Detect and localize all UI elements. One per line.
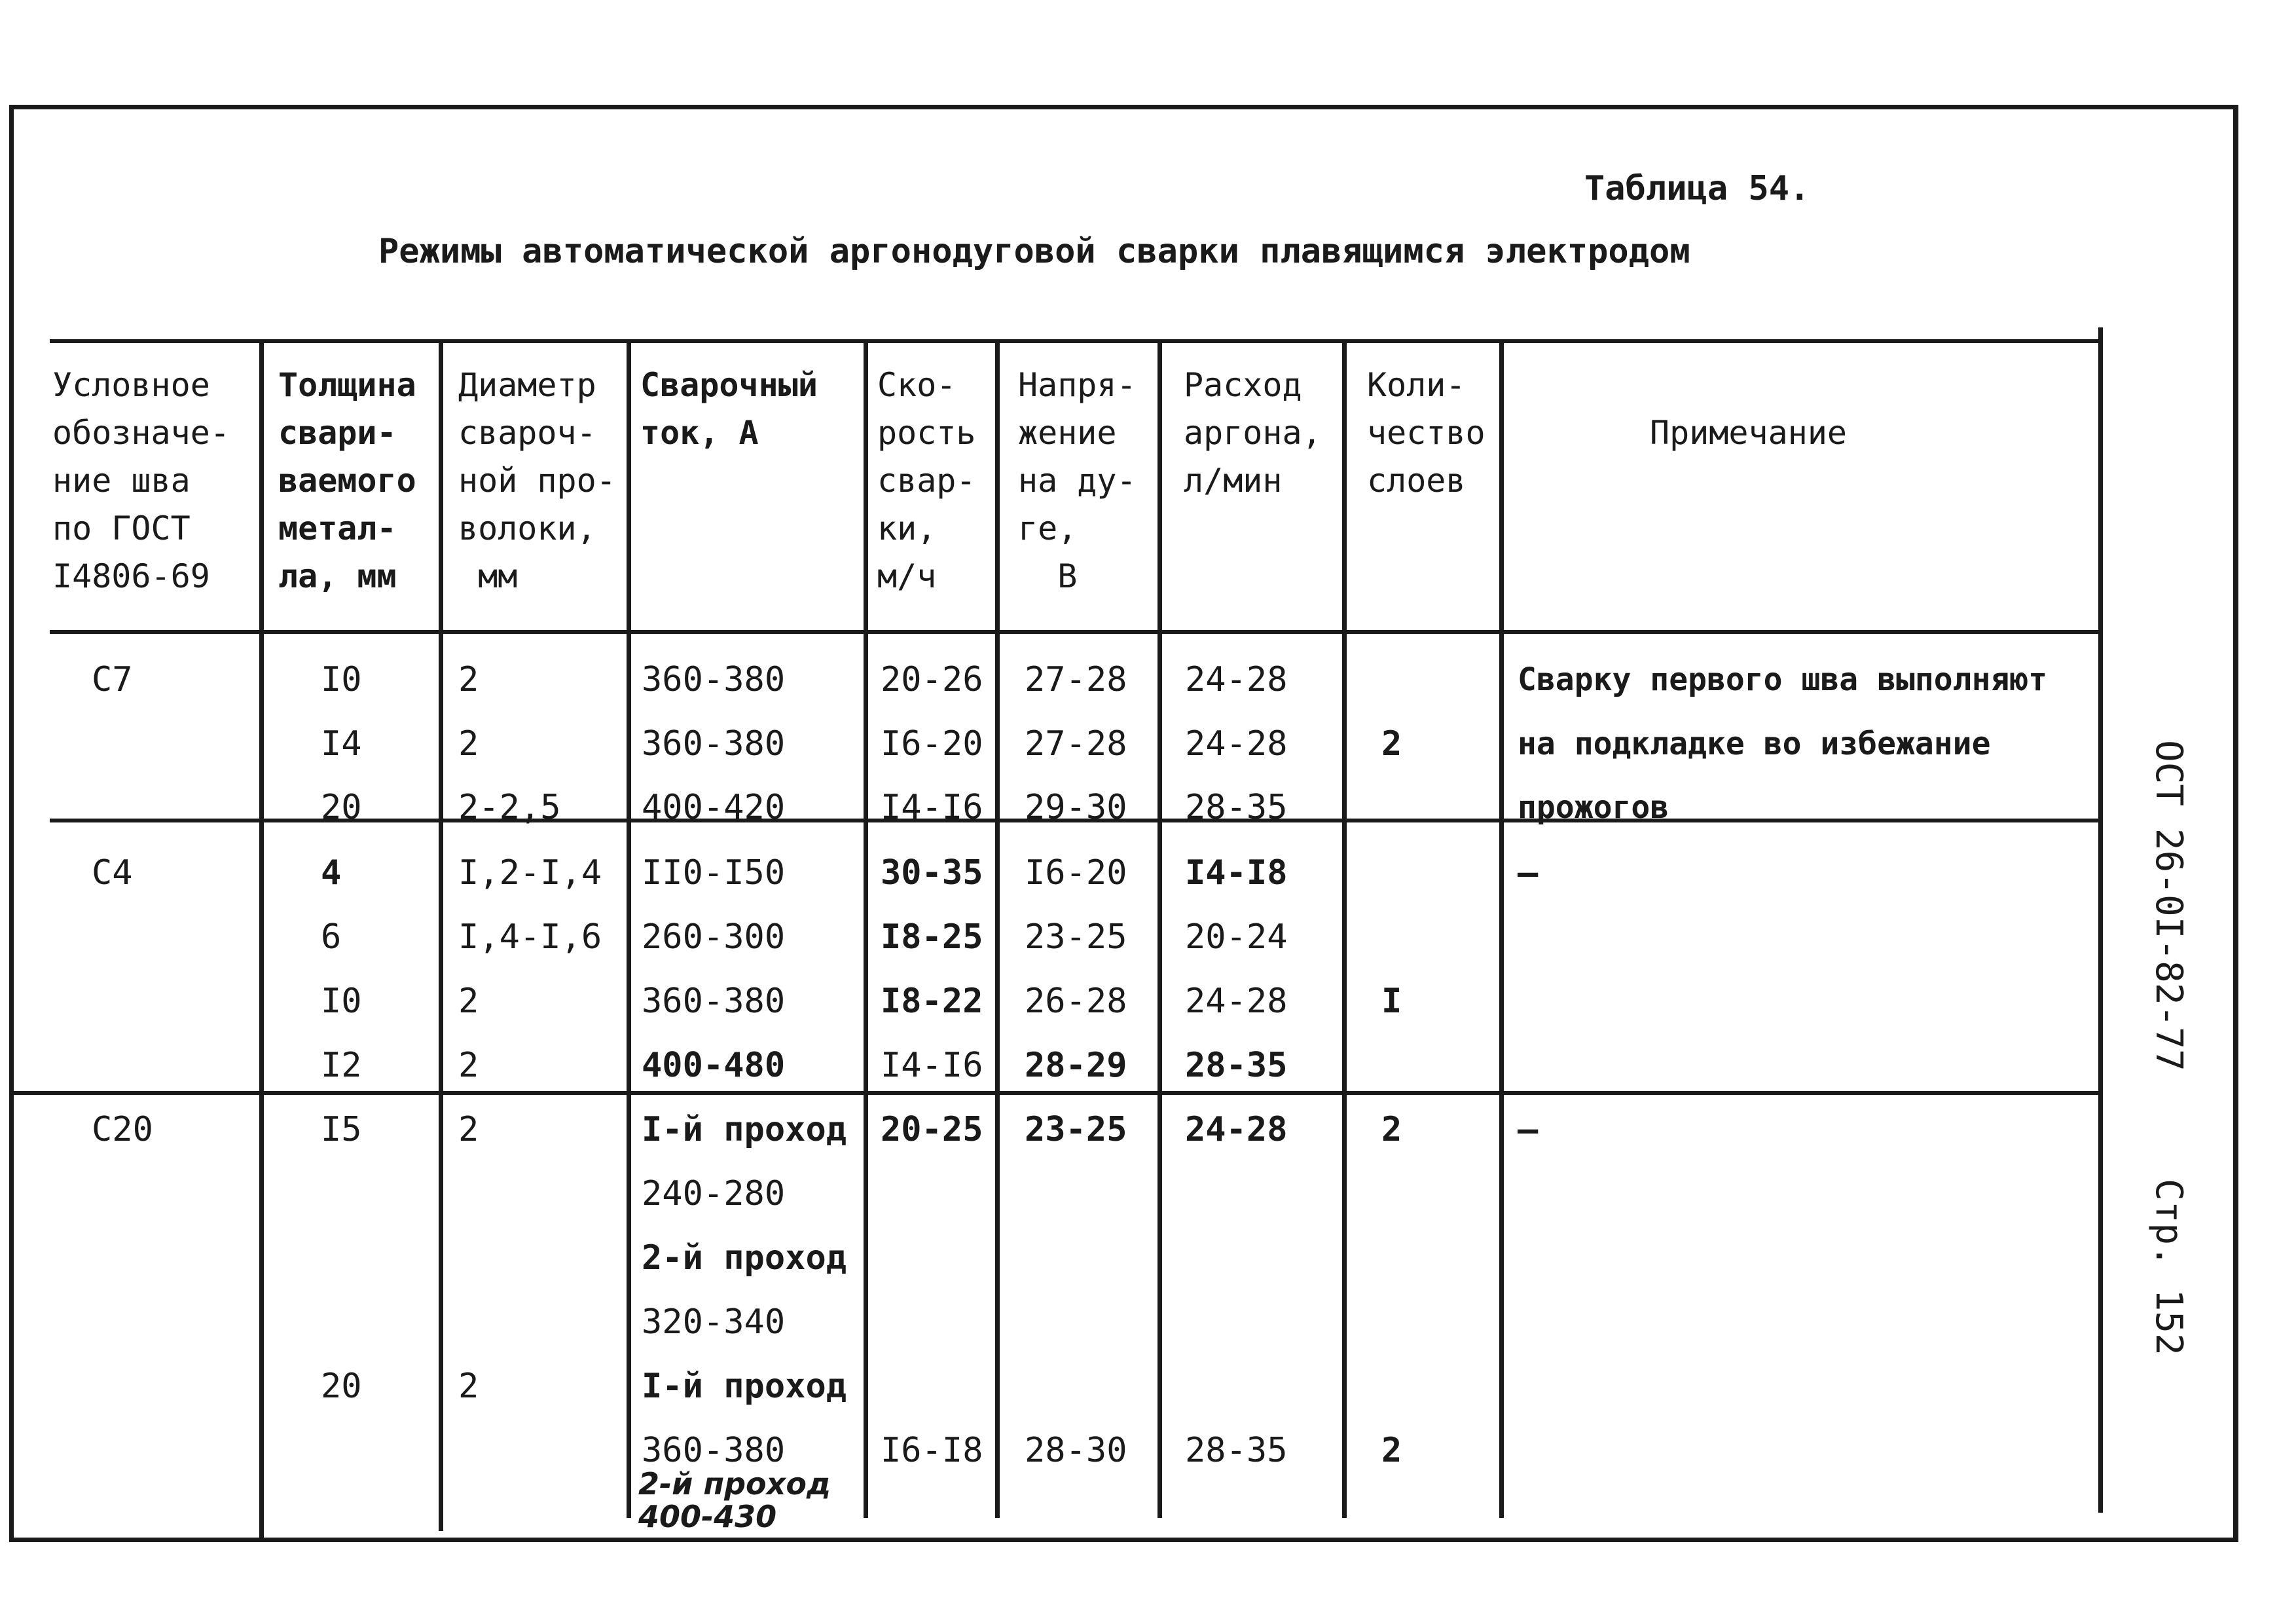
current-label: I-й проход [642, 1110, 847, 1149]
table-number: Таблица 54. [1584, 169, 1810, 208]
thickness-cell: 20 [321, 1367, 362, 1406]
col-rule-3 [627, 339, 631, 1518]
voltage-cell: 29-30 [1025, 788, 1127, 827]
seam-code: С4 [92, 853, 133, 893]
col-rule-5 [995, 339, 1000, 1518]
diameter-cell: I,2-I,4 [458, 853, 602, 893]
voltage-cell: 28-29 [1025, 1046, 1127, 1085]
thickness-cell: I0 [321, 982, 362, 1021]
table-title: Режимы автоматической аргонодуговой сварки плавящимся электродом [378, 232, 1690, 271]
speed-cell: I4-I6 [881, 1046, 983, 1085]
seam-code: С20 [92, 1110, 153, 1149]
current-label: I-й проход [642, 1367, 847, 1406]
header-voltage: Напря- жение на ду- ге, В [1018, 366, 1137, 595]
col-rule-4 [864, 339, 868, 1518]
current-cell: 360-380 [642, 1431, 786, 1470]
handwritten-pass-label: 2-й проход [638, 1466, 831, 1502]
note-line: на подкладке во избежание [1518, 726, 1991, 762]
thickness-cell: I2 [321, 1046, 362, 1085]
header-argon: Расход аргона, л/мин [1184, 366, 1322, 500]
diameter-cell: 2 [458, 724, 479, 764]
header-note: Примечание [1650, 414, 1848, 452]
argon-cell: 24-28 [1185, 660, 1288, 699]
header-bottom-rule [50, 630, 2103, 634]
voltage-cell: 23-25 [1025, 917, 1127, 957]
current-cell: II0-I50 [642, 853, 786, 893]
handwritten-pass-value: 400-430 [638, 1499, 777, 1534]
col-rule-right [2098, 327, 2103, 1513]
note-line: прожогов [1518, 789, 1669, 826]
header-thickness: Толщина свари- ваемого метал- ла, мм [278, 366, 416, 595]
argon-cell: I4-I8 [1185, 853, 1288, 893]
speed-cell: I6-20 [881, 724, 983, 764]
note-dash: – [1518, 1110, 1539, 1149]
diameter-cell: I,4-I,6 [458, 917, 602, 957]
current-cell: 240-280 [642, 1174, 786, 1213]
voltage-cell: 26-28 [1025, 982, 1127, 1021]
voltage-cell: I6-20 [1025, 853, 1127, 893]
thickness-cell: 6 [321, 917, 342, 957]
col-rule-6 [1157, 339, 1162, 1518]
header-layers: Коли- чество слоев [1367, 366, 1485, 500]
layers-cell: I [1381, 982, 1402, 1021]
current-cell: 360-380 [642, 660, 786, 699]
voltage-cell: 27-28 [1025, 660, 1127, 699]
col-rule-8 [1499, 339, 1504, 1518]
argon-cell: 28-35 [1185, 788, 1288, 827]
argon-cell: 24-28 [1185, 1110, 1288, 1149]
current-cell: 320-340 [642, 1302, 786, 1342]
header-current: Сварочный ток, А [640, 366, 818, 452]
diameter-cell: 2 [458, 660, 479, 699]
header-speed: Ско- рость свар- ки, м/ч [877, 366, 976, 595]
layers-cell: 2 [1381, 724, 1402, 764]
argon-cell: 20-24 [1185, 917, 1288, 957]
argon-cell: 28-35 [1185, 1046, 1288, 1085]
thickness-cell: 4 [321, 853, 342, 893]
layers-cell: 2 [1381, 1431, 1402, 1470]
seam-code: С7 [92, 660, 133, 699]
argon-cell: 24-28 [1185, 724, 1288, 764]
current-cell: 360-380 [642, 724, 786, 764]
current-label: 2-й проход [642, 1238, 847, 1278]
voltage-cell: 27-28 [1025, 724, 1127, 764]
current-cell: 400-420 [642, 788, 786, 827]
diameter-cell: 2 [458, 982, 479, 1021]
current-cell: 260-300 [642, 917, 786, 957]
thickness-cell: I0 [321, 660, 362, 699]
thickness-cell: I4 [321, 724, 362, 764]
group-rule-2 [9, 1091, 2103, 1095]
speed-cell: I8-25 [881, 917, 983, 957]
thickness-cell: 20 [321, 788, 362, 827]
page-number: Стр. 152 [2147, 1179, 2190, 1356]
document-code: ОСТ 26-0I-82-77 [2147, 740, 2190, 1071]
note-dash: – [1518, 853, 1539, 893]
voltage-cell: 28-30 [1025, 1431, 1127, 1470]
diameter-cell: 2 [458, 1046, 479, 1085]
argon-cell: 24-28 [1185, 982, 1288, 1021]
diameter-cell: 2 [458, 1110, 479, 1149]
col-rule-2 [439, 339, 443, 1531]
note-line: Сварку первого шва выполняют [1518, 661, 2048, 698]
header-wire-diameter: Диаметр свароч- ной про- волоки, мм [458, 366, 616, 595]
speed-cell: I4-I6 [881, 788, 983, 827]
table-top-rule [50, 339, 2103, 343]
header-seam: Условное обозначе- ние шва по ГОСТ I4806-69 [52, 366, 230, 595]
speed-cell: I6-I8 [881, 1431, 983, 1470]
speed-cell: I8-22 [881, 982, 983, 1021]
current-cell: 360-380 [642, 982, 786, 1021]
diameter-cell: 2-2,5 [458, 788, 561, 827]
col-rule-7 [1342, 339, 1347, 1518]
thickness-cell: I5 [321, 1110, 362, 1149]
layers-cell: 2 [1381, 1110, 1402, 1149]
voltage-cell: 23-25 [1025, 1110, 1127, 1149]
col-rule-1 [259, 339, 264, 1541]
argon-cell: 28-35 [1185, 1431, 1288, 1470]
current-cell: 400-480 [642, 1046, 786, 1085]
speed-cell: 30-35 [881, 853, 983, 893]
speed-cell: 20-26 [881, 660, 983, 699]
speed-cell: 20-25 [881, 1110, 983, 1149]
diameter-cell: 2 [458, 1367, 479, 1406]
